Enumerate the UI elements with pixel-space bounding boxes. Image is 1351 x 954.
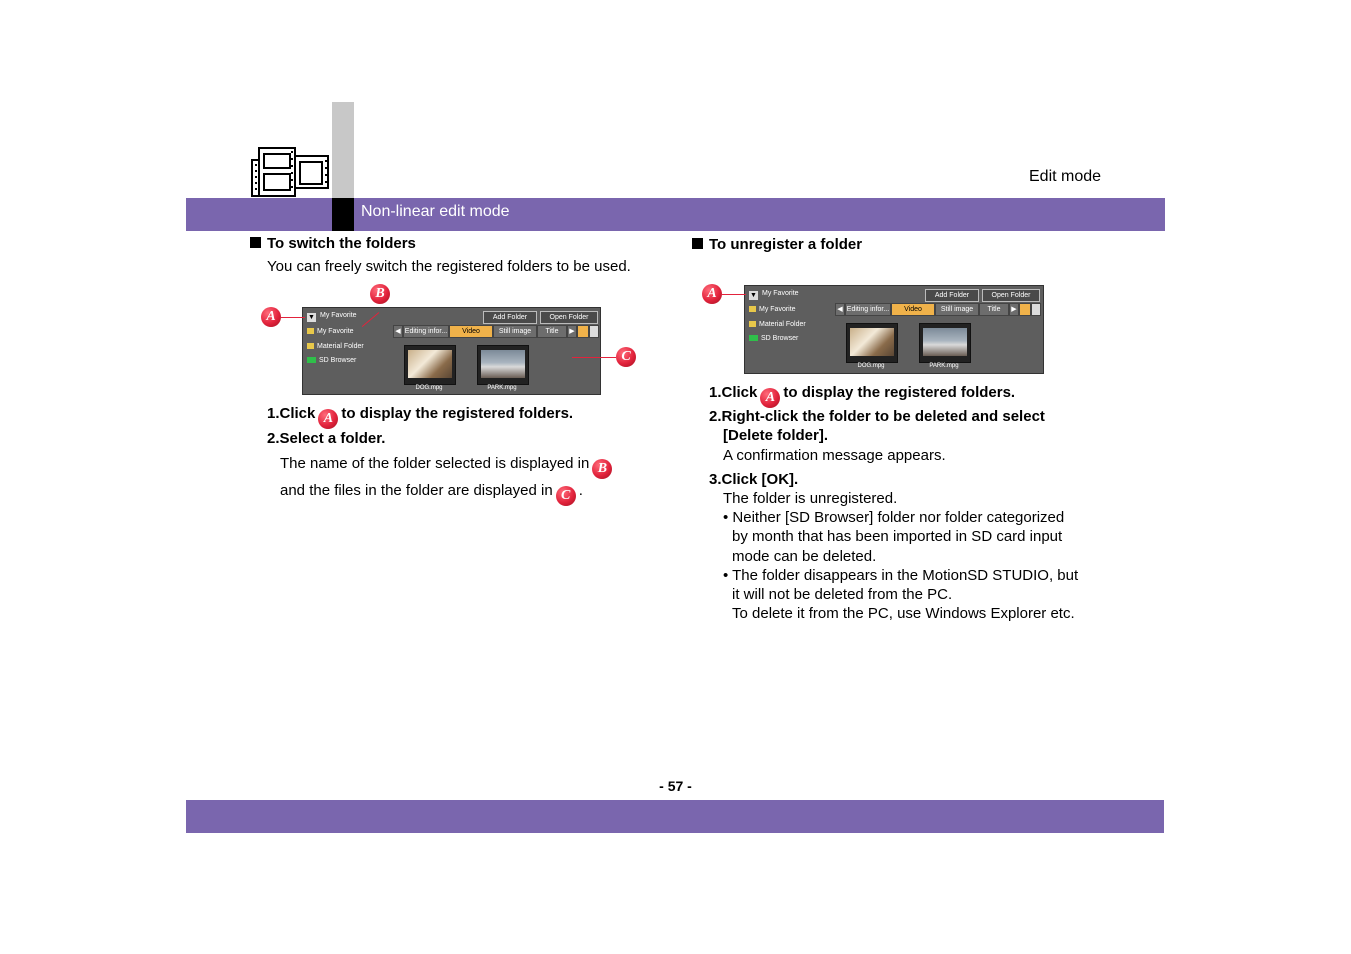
- marker-a: A: [261, 307, 281, 327]
- park-image: [481, 350, 525, 378]
- step-text: to display the registered folders.: [783, 384, 1016, 401]
- edit-mode-label: Edit mode: [1029, 168, 1102, 185]
- right-step-2-line-2: [Delete folder].: [723, 427, 829, 444]
- step-text: to display the registered folders.: [341, 405, 574, 422]
- callout-line-c: [572, 357, 616, 358]
- file-name-park: PARK.mpg: [929, 363, 959, 369]
- folder-dropdown: [307, 312, 357, 322]
- right-step-2-note: A confirmation message appears.: [723, 447, 946, 464]
- marker-a-inline: A: [760, 388, 780, 408]
- dropdown-arrow-icon: ▼: [308, 314, 315, 321]
- folder-item-label: Material Folder: [317, 343, 364, 350]
- thumbnail-view-icon: [1019, 303, 1031, 316]
- bullet-2-line-1: • The folder disappears in the MotionSD STUDIO, but: [723, 567, 1079, 584]
- square-bullet-icon: [250, 237, 261, 248]
- right-step-1: [709, 383, 1015, 408]
- film-strip-icon: [250, 146, 330, 198]
- detail-text: .: [578, 482, 583, 499]
- add-folder-button: Add Folder: [483, 311, 537, 324]
- folder-icon: [307, 343, 314, 349]
- folder-icon: [749, 306, 756, 312]
- dog-image: [850, 328, 894, 356]
- dog-image: [408, 350, 452, 378]
- detail-text: The name of the folder selected is displayed in: [280, 455, 590, 472]
- marker-a-inline: A: [318, 409, 338, 429]
- left-detail-2: [280, 481, 583, 506]
- folder-panel-screenshot-2: [744, 285, 1044, 374]
- folder-panel-screenshot-1: [302, 307, 601, 395]
- header-gray-strip: [332, 102, 354, 198]
- open-folder-button: Open Folder: [540, 311, 598, 324]
- folder-item-favorite: [307, 328, 354, 335]
- tab-scroll-left-icon: ◀: [835, 303, 845, 316]
- tab-title: Title: [537, 325, 567, 338]
- right-step-2-line-1: 2.Right-click the folder to be deleted and select: [709, 408, 1045, 425]
- list-view-icon: [589, 325, 599, 338]
- left-step-2: 2.Select a folder.: [267, 430, 386, 447]
- step-text: 1.Click: [709, 384, 758, 401]
- tab-still-image: Still image: [493, 325, 537, 338]
- folder-item-label: My Favorite: [759, 306, 796, 313]
- thumbnail-view-icon: [577, 325, 589, 338]
- marker-a: A: [702, 284, 722, 304]
- folder-item-label: My Favorite: [317, 328, 354, 335]
- folder-icon: [307, 328, 314, 334]
- left-detail-1: [280, 454, 615, 479]
- right-step-3: 3.Click [OK].: [709, 471, 799, 488]
- right-step-3-note: The folder is unregistered.: [723, 490, 898, 507]
- section-title: Non-linear edit mode: [361, 203, 510, 220]
- switch-folders-heading: [250, 235, 416, 252]
- folder-dropdown: [749, 290, 799, 300]
- footer-bar: [186, 800, 1164, 833]
- tab-editing-info: Editing infor...: [403, 325, 449, 338]
- park-image: [923, 328, 967, 356]
- marker-b-inline: B: [592, 459, 612, 479]
- dropdown-label: My Favorite: [762, 290, 799, 297]
- step-text: 1.Click: [267, 405, 316, 422]
- folder-item-label: SD Browser: [319, 357, 357, 364]
- unregister-folder-title: To unregister a folder: [709, 236, 863, 253]
- tab-editing-info: Editing infor...: [845, 303, 891, 316]
- folder-item-sd-browser: [749, 335, 798, 342]
- folder-icon: [749, 321, 756, 327]
- file-name-dog: DOG.mpg: [415, 385, 443, 391]
- bullet-1-line-2: by month that has been imported in SD card input: [732, 528, 1063, 545]
- square-bullet-icon: [692, 238, 703, 249]
- bullet-2-line-3: To delete it from the PC, use Windows Explorer etc.: [732, 605, 1075, 622]
- marker-c: C: [616, 347, 636, 367]
- bullet-1-line-3: mode can be deleted.: [732, 548, 877, 565]
- page-number: - 57 -: [659, 778, 692, 794]
- file-thumbnail-dog: [404, 345, 456, 385]
- add-folder-button: Add Folder: [925, 289, 979, 302]
- switch-folders-intro: You can freely switch the registered folders to be used.: [267, 258, 631, 275]
- folder-item-label: Material Folder: [759, 321, 806, 328]
- left-step-1: [267, 404, 573, 429]
- dropdown-arrow-icon: ▼: [750, 292, 757, 299]
- tab-scroll-right-icon: ▶: [567, 325, 577, 338]
- detail-text: and the files in the folder are displayed in: [280, 482, 553, 499]
- dropdown-label: My Favorite: [320, 312, 357, 319]
- tab-scroll-left-icon: ◀: [393, 325, 403, 338]
- file-thumbnail-park: [919, 323, 971, 363]
- open-folder-button: Open Folder: [982, 289, 1040, 302]
- tab-scroll-right-icon: ▶: [1009, 303, 1019, 316]
- tab-video: Video: [891, 303, 935, 316]
- folder-item-favorite: [749, 306, 796, 313]
- tab-still-image: Still image: [935, 303, 979, 316]
- tab-video: Video: [449, 325, 493, 338]
- folder-item-material: [749, 321, 806, 328]
- unregister-folder-heading: [692, 236, 862, 253]
- marker-c-inline: C: [556, 486, 576, 506]
- marker-b: B: [370, 284, 390, 304]
- callout-line-a: [281, 317, 305, 318]
- file-name-dog: DOG.mpg: [857, 363, 885, 369]
- switch-folders-title: To switch the folders: [267, 235, 416, 252]
- folder-item-label: SD Browser: [761, 335, 799, 342]
- sd-browser-icon: [307, 357, 316, 363]
- file-thumbnail-dog: [846, 323, 898, 363]
- tab-title: Title: [979, 303, 1009, 316]
- sd-browser-icon: [749, 335, 758, 341]
- list-view-icon: [1031, 303, 1041, 316]
- bullet-1-line-1: • Neither [SD Browser] folder nor folder categorized: [723, 509, 1065, 526]
- file-thumbnail-park: [477, 345, 529, 385]
- folder-item-sd-browser: [307, 357, 356, 364]
- bullet-2-line-2: it will not be deleted from the PC.: [732, 586, 953, 603]
- header-bar-tab: [332, 198, 354, 231]
- file-name-park: PARK.mpg: [487, 385, 517, 391]
- folder-item-material: [307, 343, 364, 350]
- callout-line-a: [722, 294, 746, 295]
